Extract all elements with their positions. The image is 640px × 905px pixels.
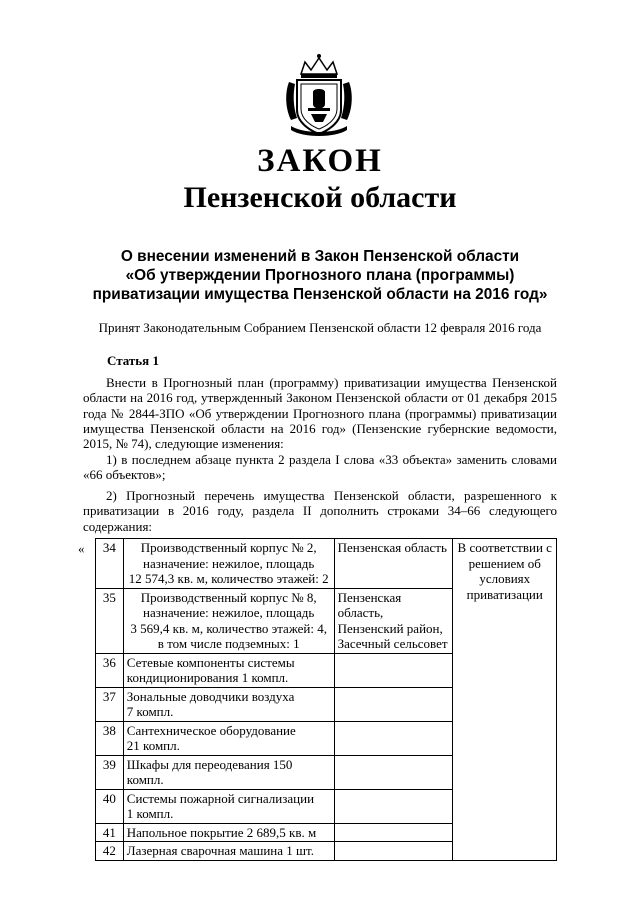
row-name	[123, 653, 334, 687]
row-condition: В соответствии с решением об условиях приватизации	[453, 539, 557, 861]
row-location	[334, 687, 453, 721]
row-number: 40	[96, 789, 124, 823]
row-name-line: Системы пожарной сигнализации	[126, 790, 315, 806]
row-name-line: 1 компл.	[126, 806, 174, 821]
law-region: Пензенской области	[183, 181, 457, 214]
row-name-line: 3 569,4 кв. м, количество этажей: 4,	[130, 620, 327, 636]
table-row	[96, 539, 557, 589]
row-name-line: Напольное покрытие 2 689,5 кв. м	[126, 824, 317, 840]
row-name	[123, 539, 334, 589]
row-number: 35	[96, 588, 124, 653]
adoption-note: Принят Законодательным Собранием Пензенской области 12 февраля 2016 года	[98, 320, 542, 335]
paragraph-item-2: 2) Прогнозный перечень имущества Пензенской области, разрешенного к приватизации в 2016 году, раздела II дополнить строками 34–66 следующего содержания:	[83, 488, 557, 534]
row-name	[123, 755, 334, 789]
row-number: 39	[96, 755, 124, 789]
row-location	[334, 653, 453, 687]
row-name-line: Производственный корпус № 8,	[140, 589, 317, 605]
paragraph-intro: Внести в Прогнозный план (программу) приватизации имущества Пензенской области на 2016 год, утвержденный Законом Пензенской области от 01 декабря 2015 года № 2844-ЗПО «Об утверждении Прогнозного плана (программы) приватизации имущества Пензенской области на 2016 год» (Пензенские губернские ведомости, 2015, № 74), следующие изменения:	[83, 375, 557, 452]
row-name	[123, 687, 334, 721]
row-name-line: кондиционирования 1 компл.	[126, 670, 289, 685]
row-number: 42	[96, 842, 124, 861]
row-number: 37	[96, 687, 124, 721]
row-name	[123, 789, 334, 823]
row-name-line: 21 компл.	[126, 738, 180, 753]
row-number: 38	[96, 721, 124, 755]
row-name-line: Сантехническое оборудование	[126, 722, 296, 738]
row-number: 34	[96, 539, 124, 589]
paragraph-item-1: 1) в последнем абзаце пункта 2 раздела I слова «33 объекта» заменить словами «66 объектов»;	[83, 452, 557, 483]
row-location	[334, 721, 453, 755]
article-heading: Статья 1	[107, 353, 159, 368]
row-location: Пензенская область, Пензенский район, Засечный сельсовет	[334, 588, 453, 653]
row-location	[334, 755, 453, 789]
row-name	[123, 823, 334, 842]
row-name-line: Зональные доводчики воздуха	[126, 688, 295, 704]
subject-line-2: «Об утверждении Прогнозного плана (программы)	[125, 267, 515, 284]
row-name	[123, 842, 334, 861]
row-name-line: Производственный корпус № 2,	[140, 540, 317, 555]
law-title: ЗАКОН	[257, 143, 383, 179]
subject-line-1: О внесении изменений в Закон Пензенской области	[120, 248, 520, 265]
row-name-line: 12 574,3 кв. м, количество этажей: 2	[128, 571, 329, 586]
row-location	[334, 789, 453, 823]
row-location: Пензенская область	[334, 539, 453, 589]
row-name	[123, 721, 334, 755]
row-name-line: Сетевые компоненты системы	[126, 654, 295, 670]
coat-of-arms-emblem	[283, 52, 355, 140]
row-name-line: Шкафы для переодевания 150 компл.	[126, 756, 293, 787]
property-table	[95, 538, 557, 861]
row-name	[123, 588, 334, 653]
row-name-line: назначение: нежилое, площадь	[143, 605, 315, 620]
row-number: 41	[96, 823, 124, 842]
law-subject	[80, 247, 560, 304]
opening-quote: «	[78, 541, 85, 556]
subject-line-3: приватизации имущества Пензенской области на 2016 год»	[92, 286, 548, 303]
row-name-line: в том числе подземных: 1	[157, 636, 300, 651]
property-table-body	[96, 539, 557, 861]
row-location	[334, 842, 453, 861]
row-name-line: назначение: нежилое, площадь	[143, 555, 315, 571]
row-number: 36	[96, 653, 124, 687]
row-name-line: 7 компл.	[126, 704, 174, 719]
row-location	[334, 823, 453, 842]
row-name-line: Лазерная сварочная машина 1 шт.	[126, 843, 314, 858]
